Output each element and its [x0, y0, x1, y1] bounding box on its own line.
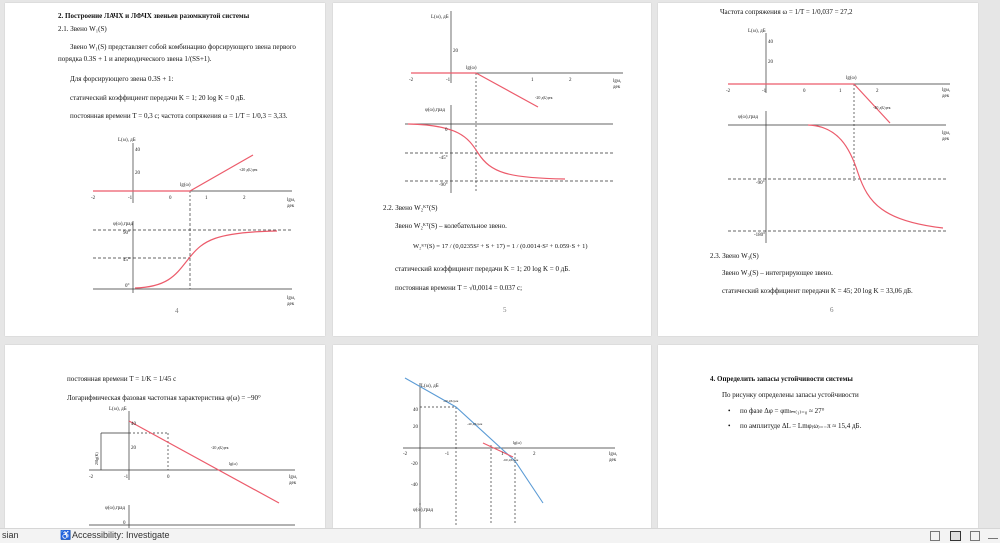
y-marker-label: 20lg(K) [94, 452, 99, 465]
bullet-dot: • [728, 407, 731, 415]
page-8 [333, 345, 651, 528]
page-7 [5, 345, 325, 528]
tick-label: 0 [445, 128, 448, 133]
tick-label: 1 [839, 89, 842, 94]
x-axis-label: lgω, [613, 79, 622, 84]
page-number: 5 [503, 306, 507, 314]
paragraph-line: По рисунку определены запасы устойчивости [722, 391, 859, 399]
tick-label: -1 [128, 196, 133, 201]
breakpoint-label: lg(ω) [466, 66, 477, 71]
slope-label: -60 дБ/дек [503, 458, 519, 462]
x-axis-unit: дек [613, 85, 621, 90]
slope-label: -40 дБ/дек [873, 105, 891, 110]
x-axis-unit: дек [942, 137, 950, 142]
page-6 [658, 3, 978, 336]
slope-label: -20 дБ/дек [211, 445, 229, 450]
paragraph-line: Частота сопряжения ω = 1/T = 1/0,037 = 27,2 [720, 8, 853, 16]
print-layout-icon[interactable] [950, 531, 961, 541]
tick-label: -1 [446, 78, 451, 83]
language-indicator[interactable]: sian [2, 530, 19, 540]
tick-label: 0 [803, 89, 806, 94]
transfer-function: W₂ᴷᵀ(S) = 17 / (0,0235S² + S + 17) = 1 / (0.0014·S² + 0.059·S + 1) [413, 243, 588, 250]
read-mode-icon[interactable] [970, 531, 980, 541]
bullet-dot: • [728, 422, 731, 430]
paragraph-line: Звено W₃(S) – интегрирующее звено. [722, 269, 833, 277]
bullet-text: по амплитуде ΔL = Lmφ₍ω₎₌₋π ≈ 15,4 дБ. [740, 422, 862, 430]
accessibility-icon[interactable]: ♿ [60, 530, 72, 540]
status-bar [0, 528, 1000, 543]
paragraph-line: Для форсирующего звена 0.3S + 1: [70, 75, 174, 83]
tick-label: -2 [91, 196, 96, 201]
paragraph-line: постоянная времени T = 0,3 с; частота сопряжения ω = 1/T = 1/0,3 = 3,33. [70, 112, 288, 120]
tick-label: 90° [123, 231, 130, 236]
tick-label: -180° [754, 233, 766, 238]
tick-label: -2 [409, 78, 414, 83]
tick-label: -1 [124, 475, 129, 480]
y-axis-label: L(ω), дБ [748, 29, 766, 34]
tick-label: 1 [501, 452, 504, 457]
tick-label: -2 [89, 475, 94, 480]
paragraph-line: Звено W₂ᴷᵀ(S) – колебательное звено. [395, 222, 507, 230]
tick-label: 2 [569, 78, 572, 83]
x-axis-label: lgω, [942, 131, 951, 136]
x-axis-label: lgω, [287, 296, 296, 301]
subsection-heading: 2.3. Звено W₃(S) [710, 252, 759, 260]
y-axis-label: φ(ω),град [413, 508, 434, 513]
y-axis-label: φ(ω),град [105, 506, 126, 511]
tick-label: 1 [531, 78, 534, 83]
tick-label: -2 [403, 452, 408, 457]
tick-label: -45° [439, 156, 448, 161]
breakpoint-label: lg(ω) [180, 183, 191, 188]
paragraph-line: постоянная времени T = 1/K = 1/45 с [67, 375, 177, 383]
x-axis-label: lgω, [609, 452, 618, 457]
tick-label: 40 [135, 148, 140, 153]
x-axis-label: lgω, [289, 475, 298, 480]
tick-label: 20 [768, 60, 773, 65]
breakpoint-label: lg(ω) [513, 440, 522, 445]
tick-label: -2 [726, 89, 731, 94]
y-axis-label: L(ω), дБ [421, 384, 439, 389]
tick-label: 20 [413, 425, 418, 430]
paragraph-line: Логарифмическая фазовая частотная характеристика φ(ω) = −90° [67, 394, 261, 402]
phase-chart [333, 345, 651, 528]
y-axis-label: L(ω), дБ [118, 138, 136, 143]
phase-curve [408, 124, 565, 179]
paragraph-line: постоянная времени T = √0,0014 = 0.037 с; [395, 284, 523, 292]
page-number: 6 [830, 306, 834, 314]
paragraph-line: статический коэффициент передачи K = 45; 20 log K = 33,06 дБ. [722, 287, 913, 295]
tick-label: 2 [533, 452, 536, 457]
slope-label: -40 дБ/дек [467, 422, 483, 426]
x-axis-unit: дек [609, 458, 617, 463]
breakpoint-label: lg(ω) [846, 76, 857, 81]
tick-label: 1 [205, 196, 208, 201]
tick-label: 40 [131, 422, 136, 427]
y-axis-label: φ(ω),град [113, 222, 134, 227]
slope-label: -20 дБ/дек [535, 95, 553, 100]
tick-label: -1 [762, 89, 767, 94]
web-layout-icon[interactable] [988, 532, 998, 539]
phase-curve [808, 125, 943, 228]
slope-label: +20 дБ/дек [239, 167, 258, 172]
phase-curve [135, 231, 277, 288]
x-axis-unit: дек [289, 481, 297, 486]
breakpoint-label: lg(ω) [229, 461, 238, 466]
y-axis-label: φ(ω),град [425, 108, 446, 113]
tick-label: 45° [123, 258, 130, 263]
subsection-heading: 2.1. Звено W₁(S) [58, 25, 107, 33]
x-axis-unit: дек [287, 204, 295, 209]
page-4 [5, 3, 325, 336]
accessibility-status[interactable]: Accessibility: Investigate [72, 530, 170, 540]
section-heading: 2. Построение ЛАЧХ и ЛФЧХ звеньев разомкнутой системы [58, 12, 250, 20]
tick-label: 0 [167, 475, 170, 480]
tick-label: -20 [411, 462, 418, 467]
tick-label: 40 [768, 40, 773, 45]
tick-label: 20 [131, 446, 136, 451]
tick-label: 0 [169, 196, 172, 201]
x-axis-label: lgω, [287, 198, 296, 203]
y-axis-label: L(ω), дБ [431, 15, 449, 20]
tick-label: -90° [756, 181, 765, 186]
page-5 [333, 3, 651, 336]
page-number: 4 [175, 307, 179, 315]
phase-chart [5, 345, 325, 528]
tick-label: 20 [135, 171, 140, 176]
tick-label: 2 [243, 196, 246, 201]
tick-label: -1 [445, 452, 450, 457]
subsection-heading: 2.2. Звено W₂ᴷᵀ(S) [383, 204, 438, 212]
tick-label: 2 [876, 89, 879, 94]
section-heading: 4. Определить запасы устойчивости системы [710, 375, 853, 383]
tick-label: 40 [413, 408, 418, 413]
page-9 [658, 345, 978, 528]
x-axis-unit: дек [942, 94, 950, 99]
paragraph-line: статический коэффициент передачи K = 1; 20 log K = 0 дБ. [395, 265, 571, 273]
paragraph-line: Звено W₁(S) представляет собой комбинацию форсирующего звена первого [70, 43, 296, 51]
x-axis-label: lgω, [942, 88, 951, 93]
x-axis-unit: дек [287, 302, 295, 307]
paragraph-line: статический коэффициент передачи K = 1; 20 log K = 0 дБ. [70, 94, 246, 102]
tick-label: -90° [439, 183, 448, 188]
y-axis-label: φ(ω),град [738, 115, 759, 120]
y-axis-label: L(ω), дБ [109, 407, 127, 412]
slope-label: -20 дБ/дек [443, 399, 459, 403]
phase-chart [5, 3, 325, 336]
tick-label: 0 [123, 521, 126, 526]
paragraph-line: порядка 0.3S + 1 и апериодического звена 1/(SS+1). [58, 55, 212, 63]
bullet-text: по фазе Δφ = φmₗₘ₍₁₎₌₀ ≈ 27° [740, 407, 825, 415]
tick-label: 0° [125, 284, 130, 289]
focus-mode-icon[interactable] [930, 531, 940, 541]
tick-label: 20 [453, 49, 458, 54]
tick-label: -40 [411, 483, 418, 488]
